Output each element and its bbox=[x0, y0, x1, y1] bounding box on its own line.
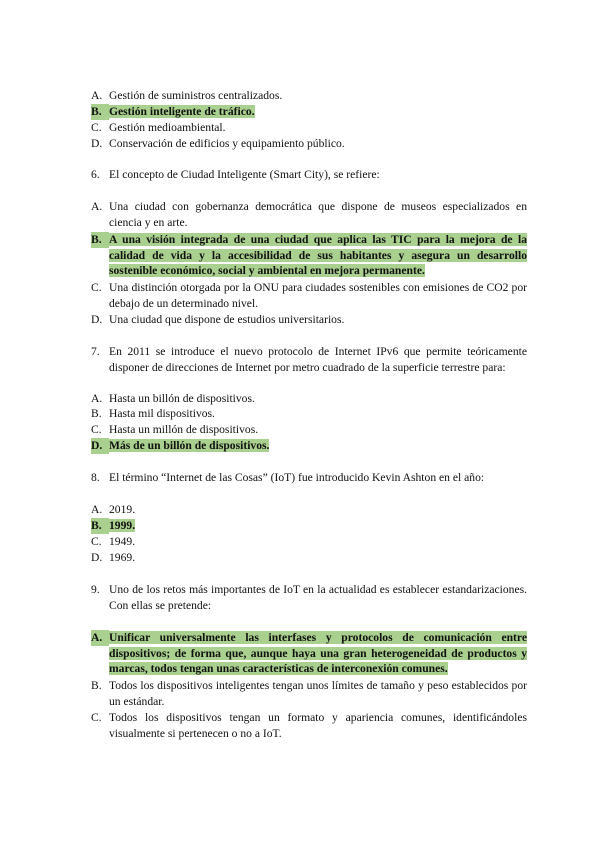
option-letter: A. bbox=[91, 630, 109, 646]
option-text: Gestión medioambiental. bbox=[109, 121, 226, 134]
question-6 bbox=[91, 167, 527, 183]
question-8 bbox=[91, 470, 527, 486]
option-text: Gestión de suministros centralizados. bbox=[109, 89, 283, 102]
q8-option-a bbox=[91, 502, 527, 518]
option-text: Todos los dispositivos inteligentes tengan unos límites de tamaño y peso establecidos por un estándar. bbox=[109, 679, 527, 708]
q9-option-b bbox=[91, 678, 527, 709]
question-number: 8. bbox=[91, 471, 100, 484]
option-letter: D. bbox=[91, 313, 103, 326]
option-text: Una ciudad que dispone de estudios universitarios. bbox=[109, 313, 345, 326]
option-text: 2019. bbox=[109, 503, 136, 516]
option-letter: C. bbox=[91, 121, 102, 134]
q5-option-a bbox=[91, 88, 527, 104]
option-text: Más de un billón de dispositivos. bbox=[109, 439, 270, 452]
option-text: Hasta mil dispositivos. bbox=[109, 407, 215, 420]
option-text: Una distinción otorgada por la ONU para ciudades sostenibles con emisiones de CO2 por debajo de un determinado nivel. bbox=[109, 281, 527, 310]
option-letter: B. bbox=[91, 679, 102, 692]
option-letter: C. bbox=[91, 423, 102, 436]
q5-option-d bbox=[91, 136, 527, 152]
question-number: 7. bbox=[91, 345, 100, 358]
question-9 bbox=[91, 582, 527, 613]
option-letter: A. bbox=[91, 200, 103, 213]
option-letter: C. bbox=[91, 711, 102, 724]
option-letter: B. bbox=[91, 104, 109, 120]
option-letter: C. bbox=[91, 535, 102, 548]
option-letter: D. bbox=[91, 137, 103, 150]
option-letter: A. bbox=[91, 392, 103, 405]
option-text: Hasta un billón de dispositivos. bbox=[109, 392, 255, 405]
option-text: 1969. bbox=[109, 551, 136, 564]
question-number: 6. bbox=[91, 168, 100, 181]
option-letter: D. bbox=[91, 551, 103, 564]
option-text: Una ciudad con gobernanza democrática que dispone de museos especializados en ciencia y en arte. bbox=[109, 200, 527, 229]
option-letter: D. bbox=[91, 438, 109, 454]
q8-option-b-correct bbox=[91, 518, 527, 534]
option-text: Unificar universalmente las interfases y protocolos de comunicación entre dispositivos; de forma que, aunque haya una gran heterogeneidad de productos y marcas, todos tengan unas características de interconexión comunes. bbox=[109, 631, 527, 676]
option-letter: A. bbox=[91, 89, 103, 102]
q8-option-d bbox=[91, 550, 527, 566]
option-text: 1999. bbox=[109, 519, 136, 532]
q6-option-b-correct bbox=[91, 232, 527, 279]
option-text: Hasta un millón de dispositivos. bbox=[109, 423, 259, 436]
question-text: Uno de los retos más importantes de IoT en la actualidad es establecer estandarizaciones. Con ellas se pretende: bbox=[109, 583, 527, 612]
question-text: El concepto de Ciudad Inteligente (Smart City), se refiere: bbox=[109, 168, 380, 181]
q9-option-c bbox=[91, 710, 527, 741]
q7-option-b bbox=[91, 406, 527, 422]
question-7 bbox=[91, 344, 527, 375]
q7-option-a bbox=[91, 391, 527, 407]
option-letter: B. bbox=[91, 407, 102, 420]
q6-option-c bbox=[91, 280, 527, 311]
option-text: 1949. bbox=[109, 535, 136, 548]
q7-option-c bbox=[91, 422, 527, 438]
question-number: 9. bbox=[91, 583, 100, 596]
q5-option-b-correct bbox=[91, 104, 527, 120]
question-text: En 2011 se introduce el nuevo protocolo de Internet IPv6 que permite teóricamente disponer de direcciones de Internet por metro cuadrado de la superficie terrestre para: bbox=[109, 345, 527, 374]
question-text: El término “Internet de las Cosas” (IoT) fue introducido Kevin Ashton en el año: bbox=[109, 471, 485, 484]
q9-option-a-correct bbox=[91, 630, 527, 677]
option-letter: B. bbox=[91, 518, 109, 534]
option-text: Gestión inteligente de tráfico. bbox=[109, 105, 255, 118]
option-letter: C. bbox=[91, 281, 102, 294]
q5-option-c bbox=[91, 120, 527, 136]
option-text: Todos los dispositivos tengan un formato y apariencia comunes, identificándoles visualmente si pertenecen o no a IoT. bbox=[109, 711, 527, 740]
option-letter: A. bbox=[91, 503, 103, 516]
option-text: Conservación de edificios y equipamiento público. bbox=[109, 137, 345, 150]
q8-option-c bbox=[91, 534, 527, 550]
q6-option-d bbox=[91, 312, 527, 328]
option-letter: B. bbox=[91, 232, 109, 248]
option-text: A una visión integrada de una ciudad que aplica las TIC para la mejora de la calidad de vida y la accesibilidad de sus habitantes y asegura un desarrollo sostenible económico, social y ambiental en mejora permanente. bbox=[109, 233, 527, 278]
q7-option-d-correct bbox=[91, 438, 527, 454]
q6-option-a bbox=[91, 199, 527, 230]
